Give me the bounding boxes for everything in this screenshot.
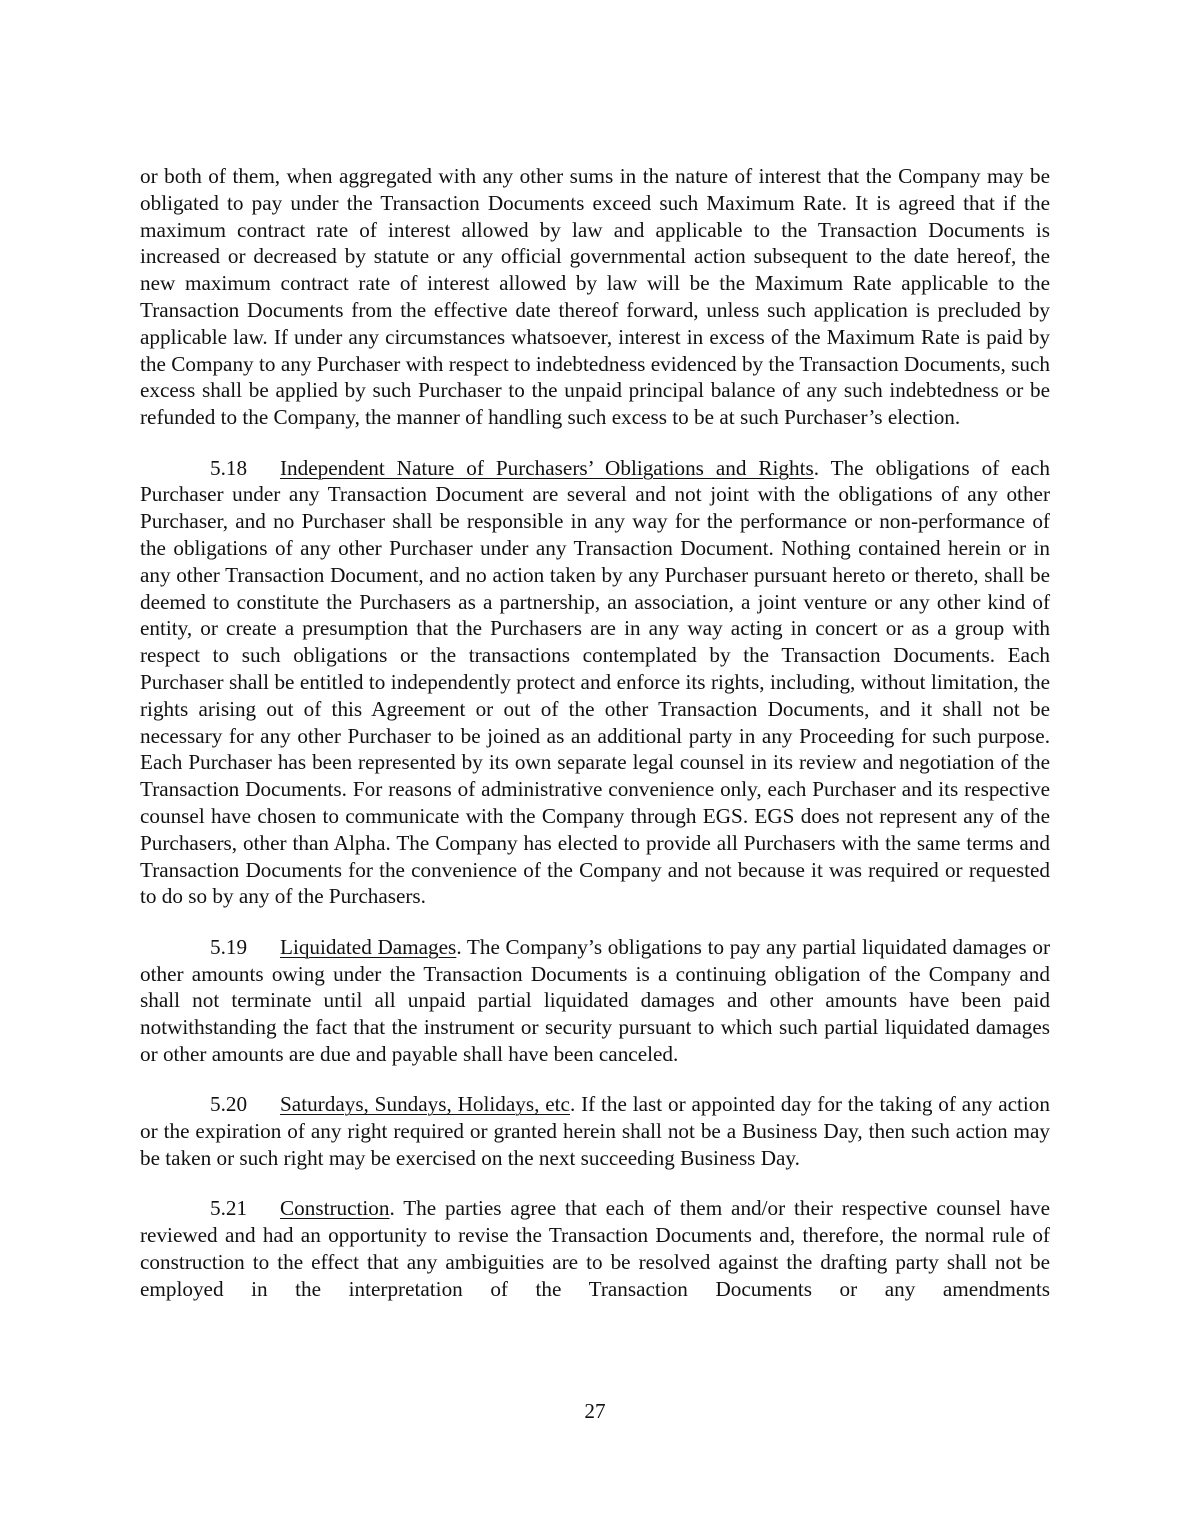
section-5-20: [140, 1091, 1050, 1171]
section-number: 5.19: [210, 934, 248, 959]
section-number: 5.18: [210, 455, 248, 480]
section-body: . The parties agree that each of them and/or their respective counsel have reviewed and had an opportunity to revise the Transaction Documents and, therefore, the normal rule of construction to the effect that any ambiguities are to be resolved against the drafting party shall not be employed in the interpretation of the Transaction Documents or any amendments: [140, 1196, 1050, 1301]
document-page: [140, 163, 1050, 1326]
section-5-21: [140, 1195, 1050, 1302]
section-body: . The obligations of each Purchaser under any Transaction Document are several and not joint with the obligations of any other Purchaser, and no Purchaser shall be responsible in any way for the performance or non-performance of the obligations of any other Purchaser under any Transaction Document. Nothing contained herein or in any other Transaction Document, and no action taken by any Purchaser pursuant hereto or thereto, shall be deemed to constitute the Purchasers as a partnership, an association, a joint venture or any other kind of entity, or create a presumption that the Purchasers are in any way acting in concert or as a group with respect to such obligations or the transactions contemplated by the Transaction Documents. Each Purchaser shall be entitled to independently protect and enforce its rights, including, without limitation, the rights arising out of this Agreement or out of the other Transaction Documents, and it shall not be necessary for any other Purchaser to be joined as an additional party in any Proceeding for such purpose. Each Purchaser has been represented by its own separate legal counsel in its review and negotiation of the Transaction Documents. For reasons of administrative convenience only, each Purchaser and its respective counsel have chosen to communicate with the Company through EGS. EGS does not represent any of the Purchasers, other than Alpha. The Company has elected to provide all Purchasers with the same terms and Transaction Documents for the convenience of the Company and not because it was required or requested to do so by any of the Purchasers.: [140, 455, 1050, 909]
continuation-paragraph: or both of them, when aggregated with any other sums in the nature of interest that the Company may be obligated to pay under the Transaction Documents exceed such Maximum Rate. It is agreed that if the maximum contract rate of interest allowed by law and applicable to the Transaction Documents is increased or decreased by statute or any official governmental action subsequent to the date hereof, the new maximum contract rate of interest allowed by law will be the Maximum Rate applicable to the Transaction Documents from the effective date thereof forward, unless such application is precluded by applicable law. If under any circumstances whatsoever, interest in excess of the Maximum Rate is paid by the Company to any Purchaser with respect to indebtedness evidenced by the Transaction Documents, such excess shall be applied by such Purchaser to the unpaid principal balance of any such indebtedness or be refunded to the Company, the manner of handling such excess to be at such Purchaser’s election.: [140, 164, 1050, 430]
page-number: 27: [584, 1399, 606, 1423]
section-5-19: [140, 934, 1050, 1068]
section-number: 5.20: [210, 1092, 248, 1117]
section-title: Construction: [280, 1196, 390, 1221]
section-title: Liquidated Damages: [280, 934, 457, 959]
section-title: Saturdays, Sundays, Holidays, etc: [280, 1092, 570, 1117]
section-body: . If the last or appointed day for the taking of any action or the expiration of any right required or granted herein shall not be a Business Day, then such action may be taken or such right may be exercised on the next succeeding Business Day.: [140, 1092, 1050, 1170]
section-title: Independent Nature of Purchasers’ Obligations and Rights: [280, 455, 814, 480]
section-body: . The Company’s obligations to pay any partial liquidated damages or other amounts owing under the Transaction Documents is a continuing obligation of the Company and shall not terminate until all unpaid partial liquidated damages and other amounts have been paid notwithstanding the fact that the instrument or security pursuant to which such partial liquidated damages or other amounts are due and payable shall have been canceled.: [140, 934, 1050, 1066]
section-number: 5.21: [210, 1196, 248, 1221]
section-5-18: [140, 455, 1050, 911]
